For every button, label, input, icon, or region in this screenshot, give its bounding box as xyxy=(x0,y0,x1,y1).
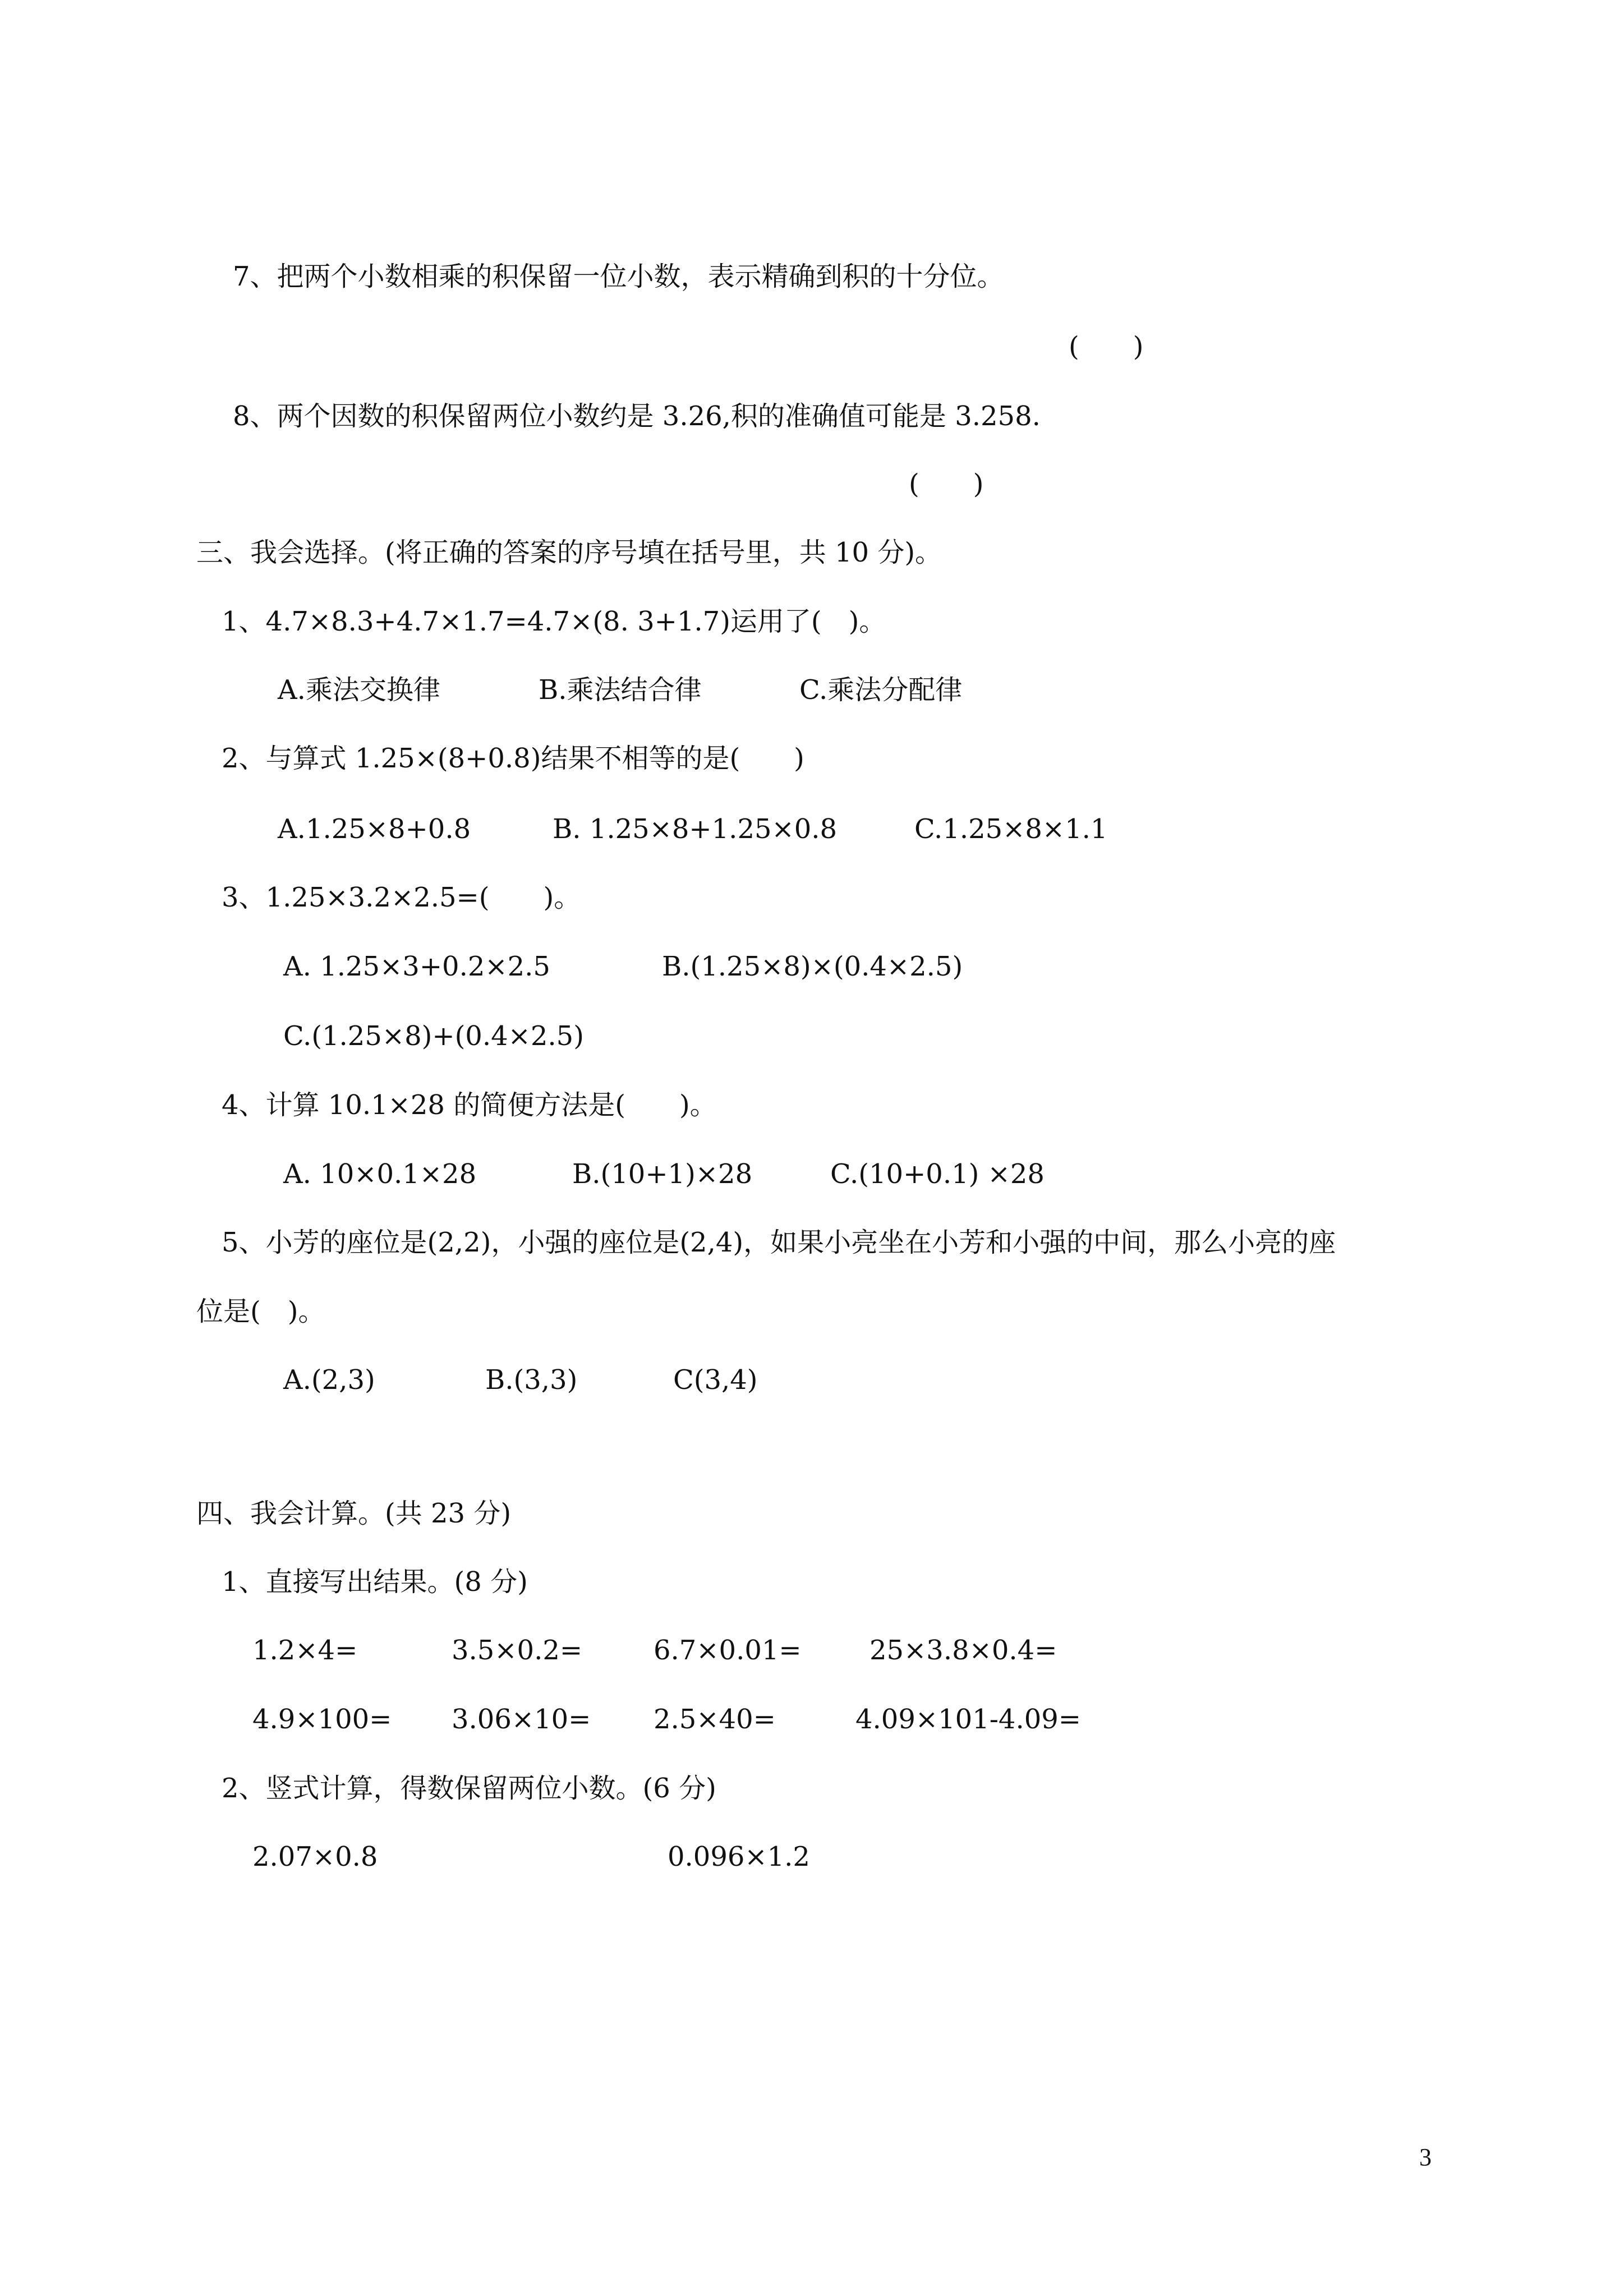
page-number: 3 xyxy=(1419,2143,1432,2171)
q8-text: 8、两个因数的积保留两位小数约是 3.26,积的准确值可能是 3.258. xyxy=(233,401,1041,432)
section4-heading: 四、我会计算。(共 23 分) xyxy=(196,1498,512,1529)
q8-answer-bracket[interactable]: ( ) xyxy=(909,468,984,500)
s3-q5-option-b: B.(3,3) xyxy=(485,1364,578,1396)
s4-sub2-item2: 0.096×1.2 xyxy=(668,1841,810,1872)
s3-q2-text: 2、与算式 1.25×(8+0.8)结果不相等的是( ) xyxy=(222,743,804,774)
q7-answer-bracket[interactable]: ( ) xyxy=(1069,331,1144,362)
s4-sub1-r1-c1: 1.2×4= xyxy=(252,1635,358,1666)
s3-q3-option-a: A. 1.25×3+0.2×2.5 xyxy=(283,951,550,982)
s3-q5-text-line2: 位是( )。 xyxy=(196,1296,325,1327)
s3-q1-option-a: A.乘法交换律 xyxy=(278,674,440,706)
section3-heading: 三、我会选择。(将正确的答案的序号填在括号里，共 10 分)。 xyxy=(196,537,942,568)
s3-q3-option-c: C.(1.25×8)+(0.4×2.5) xyxy=(283,1020,584,1052)
s3-q2-option-a: A.1.25×8+0.8 xyxy=(278,813,471,845)
s3-q3-option-b: B.(1.25×8)×(0.4×2.5) xyxy=(662,951,963,982)
s3-q4-option-b: B.(10+1)×28 xyxy=(572,1158,753,1190)
s4-sub1-text: 1、直接写出结果。(8 分) xyxy=(222,1566,528,1598)
s4-sub1-r1-c3: 6.7×0.01= xyxy=(654,1635,802,1666)
s3-q2-option-c: C.1.25×8×1.1 xyxy=(914,813,1108,845)
s3-q4-option-a: A. 10×0.1×28 xyxy=(283,1158,477,1190)
s4-sub2-item1: 2.07×0.8 xyxy=(252,1841,378,1872)
q7-text: 7、把两个小数相乘的积保留一位小数，表示精确到积的十分位。 xyxy=(233,261,1004,292)
s4-sub1-r1-c2: 3.5×0.2= xyxy=(452,1635,583,1666)
s4-sub2-text: 2、竖式计算，得数保留两位小数。(6 分) xyxy=(222,1773,716,1804)
s3-q2-option-b: B. 1.25×8+1.25×0.8 xyxy=(553,813,838,845)
s4-sub1-r2-c1: 4.9×100= xyxy=(252,1704,392,1735)
s4-sub1-r2-c3: 2.5×40= xyxy=(654,1704,776,1735)
s3-q1-option-b: B.乘法结合律 xyxy=(539,674,702,706)
s3-q1-option-c: C.乘法分配律 xyxy=(799,674,963,706)
s3-q1-text: 1、4.7×8.3+4.7×1.7=4.7×(8. 3+1.7)运用了( )。 xyxy=(222,606,886,637)
s3-q5-option-a: A.(2,3) xyxy=(283,1364,375,1396)
s3-q4-text: 4、计算 10.1×28 的简便方法是( )。 xyxy=(222,1089,717,1121)
s3-q4-option-c: C.(10+0.1) ×28 xyxy=(830,1158,1045,1190)
s3-q3-text: 3、1.25×3.2×2.5=( )。 xyxy=(222,882,581,913)
s3-q5-option-c: C(3,4) xyxy=(673,1364,758,1396)
s4-sub1-r1-c4: 25×3.8×0.4= xyxy=(869,1635,1057,1666)
s4-sub1-r2-c2: 3.06×10= xyxy=(452,1704,591,1735)
s3-q5-text-line1: 5、小芳的座位是(2,2)，小强的座位是(2,4)，如果小亮坐在小芳和小强的中间，那么小亮的座 xyxy=(222,1227,1336,1258)
s4-sub1-r2-c4: 4.09×101-4.09= xyxy=(855,1704,1082,1735)
